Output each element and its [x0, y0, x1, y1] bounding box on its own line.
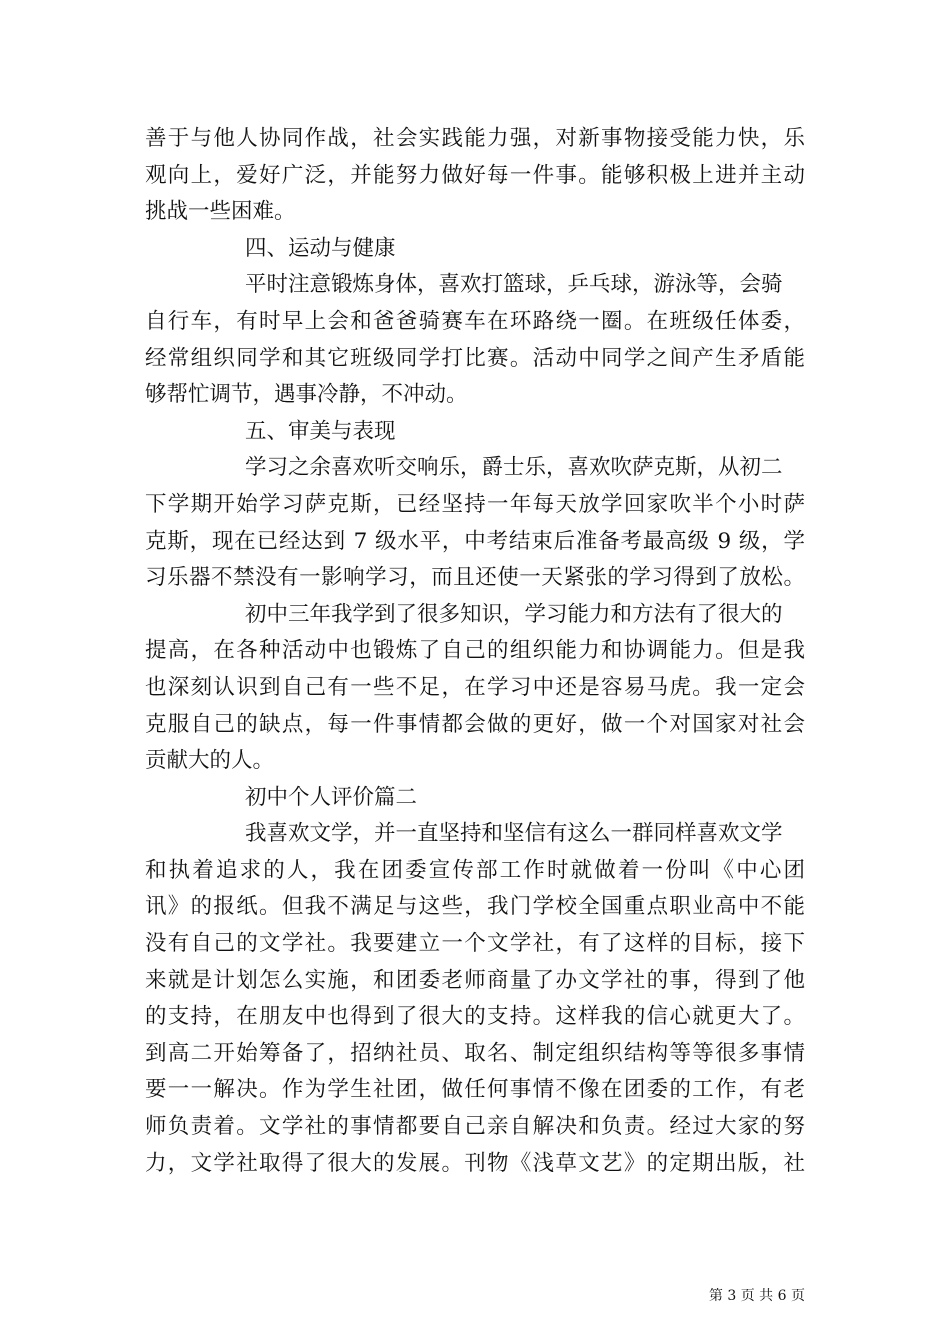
text-line: 克服自己的缺点，每一件事情都会做的更好，做一个对国家对社会 — [145, 711, 805, 737]
text-line: 来就是计划怎么实施，和团委老师商量了办文学社的事，得到了他 — [145, 967, 805, 993]
text-line: 平时注意锻炼身体，喜欢打篮球，乒乓球，游泳等，会骑 — [245, 272, 783, 298]
text-line: 的支持，在朋友中也得到了很大的支持。这样我的信心就更大了。 — [145, 1004, 805, 1030]
text-line: 下学期开始学习萨克斯，已经坚持一年每天放学回家吹半个小时萨 — [145, 491, 805, 517]
text-line: 贡献大的人。 — [145, 748, 275, 774]
text-line: 观向上，爱好广泛，并能努力做好每一件事。能够积极上进并主动 — [145, 162, 805, 188]
text-line: 经常组织同学和其它班级同学打比赛。活动中同学之间产生矛盾能 — [145, 345, 805, 371]
section-heading: 四、运动与健康 — [245, 235, 396, 261]
text-line: 挑战一些困难。 — [145, 199, 296, 225]
text-line: 习乐器不禁没有一影响学习，而且还使一天紧张的学习得到了放松。 — [145, 565, 805, 591]
text-line: 到高二开始筹备了，招纳社员、取名、制定组织结构等等很多事情 — [145, 1040, 805, 1066]
document-body — [145, 121, 805, 1182]
page-number-footer: 第 3 页 共 6 页 — [708, 1288, 805, 1304]
text-line: 也深刻认识到自己有一些不足，在学习中还是容易马虎。我一定会 — [145, 674, 805, 700]
text-line: 和执着追求的人，我在团委宣传部工作时就做着一份叫《中心团 — [145, 857, 805, 883]
text-line: 善于与他人协同作战，社会实践能力强，对新事物接受能力快，乐 — [145, 126, 805, 151]
text-line: 自行车，有时早上会和爸爸骑赛车在环路绕一圈。在班级任体委， — [145, 308, 805, 334]
text-line: 要一一解决。作为学生社团，做任何事情不像在团委的工作，有老 — [145, 1077, 805, 1103]
text-line: 没有自己的文学社。我要建立一个文学社，有了这样的目标，接下 — [145, 931, 805, 957]
text-line: 师负责着。文学社的事情都要自己亲自解决和负责。经过大家的努 — [145, 1114, 805, 1140]
section-heading: 初中个人评价篇二 — [245, 784, 418, 810]
section-heading: 五、审美与表现 — [245, 418, 396, 444]
text-line: 力，文学社取得了很大的发展。刊物《浅草文艺》的定期出版，社 — [145, 1150, 805, 1176]
text-line: 讯》的报纸。但我不满足与这些，我门学校全国重点职业高中不能 — [145, 894, 805, 920]
text-line: 提高，在各种活动中也锻炼了自己的组织能力和协调能力。但是我 — [145, 638, 805, 664]
text-line: 够帮忙调节，遇事冷静，不冲动。 — [145, 382, 468, 408]
text-line: 我喜欢文学，并一直坚持和坚信有这么一群同样喜欢文学 — [245, 821, 783, 847]
text-line: 学习之余喜欢听交响乐，爵士乐，喜欢吹萨克斯，从初二 — [245, 455, 783, 481]
text-line: 克斯，现在已经达到 7 级水平，中考结束后准备考最高级 9 级，学 — [145, 528, 805, 554]
text-line: 初中三年我学到了很多知识，学习能力和方法有了很大的 — [245, 601, 783, 627]
